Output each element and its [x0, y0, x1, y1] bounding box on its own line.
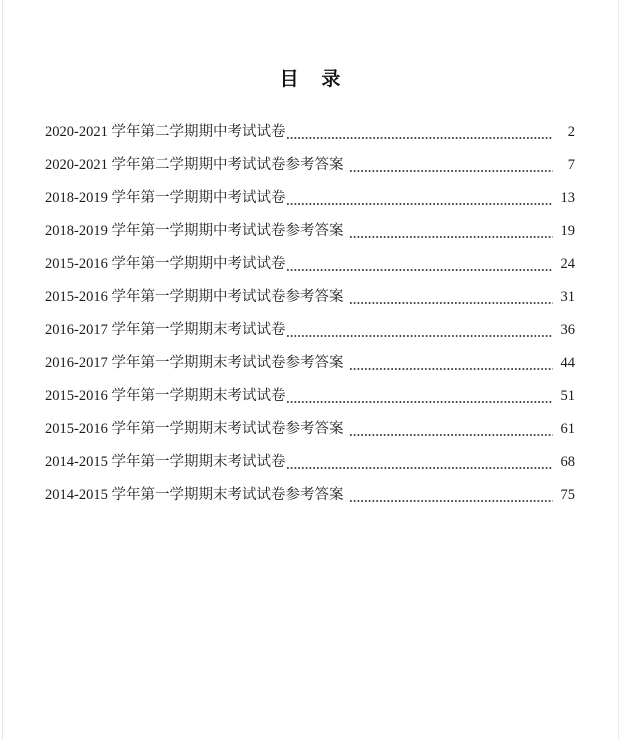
toc-dot-leader [286, 128, 553, 142]
toc-entry[interactable] [45, 406, 575, 439]
toc-entry-label: 2015-2016 学年第一学期期末考试试卷参考答案 [45, 421, 344, 437]
toc-entry[interactable] [45, 373, 575, 406]
toc-dot-leader [286, 326, 553, 340]
toc-entry-label: 2015-2016 学年第一学期期末考试试卷 [45, 388, 286, 404]
toc-page-number: 24 [560, 256, 575, 272]
toc-page-number: 7 [567, 157, 575, 173]
toc-dot-leader [349, 293, 553, 307]
toc-entry[interactable] [45, 340, 575, 373]
toc-page-number: 61 [560, 421, 575, 437]
toc-entry-label: 2016-2017 学年第一学期期末考试试卷参考答案 [45, 355, 344, 371]
toc-entry-label: 2020-2021 学年第二学期期中考试试卷参考答案 [45, 157, 344, 173]
toc-entry[interactable] [45, 472, 575, 505]
toc-entry[interactable] [45, 109, 575, 142]
toc-entry[interactable] [45, 307, 575, 340]
toc-entry[interactable] [45, 241, 575, 274]
toc-dot-leader [286, 392, 553, 406]
toc-page-number: 19 [560, 223, 575, 239]
toc-dot-leader [349, 161, 553, 175]
toc-entry-label: 2016-2017 学年第一学期期末考试试卷 [45, 322, 286, 338]
toc-entry[interactable] [45, 439, 575, 472]
toc-dot-leader [349, 359, 553, 373]
toc-page-number: 51 [560, 388, 575, 404]
toc-entry[interactable] [45, 142, 575, 175]
toc-page-number: 68 [560, 454, 575, 470]
toc-dot-leader [286, 260, 553, 274]
toc-entry-label: 2015-2016 学年第一学期期中考试试卷 [45, 256, 286, 272]
toc-page-number: 44 [560, 355, 575, 371]
toc-entry-label: 2018-2019 学年第一学期期中考试试卷参考答案 [45, 223, 344, 239]
toc-entry[interactable] [45, 175, 575, 208]
toc-page-number: 31 [560, 289, 575, 305]
toc-dot-leader [349, 491, 553, 505]
toc-page-number: 2 [567, 124, 575, 140]
toc-entry-label: 2014-2015 学年第一学期期末考试试卷 [45, 454, 286, 470]
toc-entry[interactable] [45, 208, 575, 241]
toc-page-number: 13 [560, 190, 575, 206]
toc-page-number: 75 [560, 487, 575, 503]
toc-dot-leader [286, 458, 553, 472]
toc-entry-label: 2018-2019 学年第一学期期中考试试卷 [45, 190, 286, 206]
toc-entry-label: 2020-2021 学年第二学期期中考试试卷 [45, 124, 286, 140]
toc-entry-label: 2014-2015 学年第一学期期末考试试卷参考答案 [45, 487, 344, 503]
table-of-contents-list [45, 109, 575, 505]
toc-dot-leader [286, 194, 553, 208]
page-title: 目 录 [279, 69, 350, 90]
toc-entry[interactable] [45, 274, 575, 307]
toc-dot-leader [349, 227, 553, 241]
toc-dot-leader [349, 425, 553, 439]
toc-entry-label: 2015-2016 学年第一学期期中考试试卷参考答案 [45, 289, 344, 305]
toc-page-number: 36 [560, 322, 575, 338]
